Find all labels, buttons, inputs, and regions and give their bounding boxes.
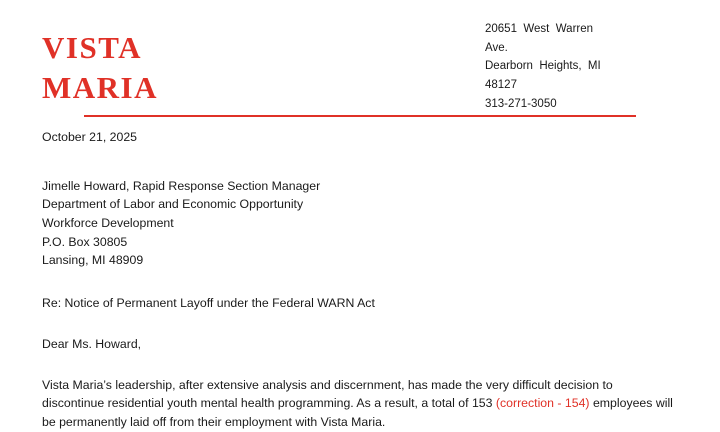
paragraph-1-text-before: Vista Maria’s leadership, after extensive analysis and discernment, has made the very difficult decision to discontinue residential youth mental health programming. As a result, a total of 153 [42,377,613,411]
recipient-line-1: Jimelle Howard, Rapid Response Section Manager [42,178,321,193]
address-line-4: 48127 [485,78,517,91]
recipient-line-2: Department of Labor and Economic Opportunity [42,197,304,212]
letter-body [42,110,678,432]
recipient-address [42,177,678,270]
letterhead [42,0,678,110]
subject-line: Re: Notice of Permanent Layoff under the Federal WARN Act [42,296,375,311]
recipient-line-3: Workforce Development [42,216,174,231]
logo-line-2: MARIA [42,69,158,105]
correction-annotation: (correction - 154) [495,396,590,411]
address-line-1: 20651 West Warren [485,23,594,35]
paragraph-1 [42,376,678,432]
salutation: Dear Ms. Howard, [42,336,142,351]
address-line-3: Dearborn Heights, MI [485,60,601,73]
recipient-line-5: Lansing, MI 48909 [42,253,144,268]
letterhead-address [485,20,675,110]
paragraph-1-text-after: employees will be permanently laid off from their employment with Vista Maria. [42,396,673,429]
letter-date: October 21, 2025 [42,130,138,144]
vista-maria-logo [42,28,158,107]
recipient-line-4: P.O. Box 30805 [42,234,128,249]
address-line-5: 313-271-3050 [485,97,557,110]
address-line-2: Ave. [485,41,508,54]
logo-line-1: VISTA [42,30,142,65]
